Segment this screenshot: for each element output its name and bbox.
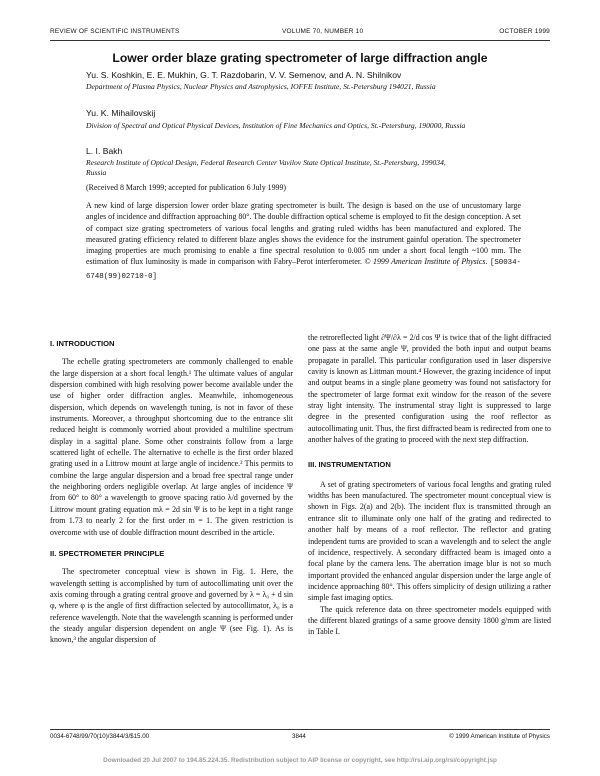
page-footer — [50, 733, 550, 743]
affiliation-1: Department of Plasma Physics, Nuclear Physics and Astrophysics, IOFFE Institute, St.-Petersburg 194021, Russia — [86, 82, 436, 91]
principle-continuation-paragraph: the retroreflected light ∂Ψ/∂λ = 2/d cos Ψ is twice that of the light diffracted one pass at the same angle Ψ, provided the both input and output beams propagate in parallel. This particular configuration used in laser dispersive cavity is known as Littman mount.⁴ However, the grazing incidence of input and output beams in a single plane geometry was found not satisfactory for the spectrometer of large format exit window for the reason of the severe stray light intensity. The instrumental stray light is suppressed to large degree in the presented configuration using the roof reflector as autocollimating unit. Thus, the first diffracted beam is redirected from one to another halves of the grating to proceed with the next step diffraction. — [308, 333, 551, 445]
section-heading-principle: II. SPECTROMETER PRINCIPLE — [50, 548, 165, 558]
running-header — [50, 28, 550, 40]
received-dates: (Received 8 March 1999; accepted for publication 6 July 1999) — [86, 183, 287, 192]
page-number: 3844 — [292, 733, 306, 740]
abstract — [86, 200, 521, 283]
left-column — [50, 338, 293, 646]
authors-group-1: Yu. S. Koshkin, E. E. Mukhin, G. T. Razdobarin, V. V. Semenov, and A. N. Shilnikov — [86, 70, 402, 80]
affiliation-2: Division of Spectral and Optical Physical Devices, Institution of Fine Mechanics and Optics, St.-Petersburg, 190000, Russia — [86, 121, 466, 130]
introduction-paragraph: The echelle grating spectrometers are commonly challenged to enable the large dispersion at a short focal length.¹ The ultimate values of angular dispersion combined with high resolving power become available under the use of higher order diffraction angles. Meanwhile, inhomogeneous dispersion, which depends on wavelength tuning, is not in favor of these instruments. Moreover, a throughput shortcoming due to the entrance slit reduced height is commonly worried about provided a multiline spectrum display in a sagittal plane. Some other constraints follow from a large scattered light of echelle. The alternative to echelle is the first order blazed grating used in a Littrow mount at large angle of incidence.² This permits to combine the large angular dispersion and a broad free spectral range under the neighboring orders negligible overlap. At large angles of incidence Ψ from 60° to 80° a wavelength to groove spacing ratio λ/d governed by the Littrow mount grating equation mλ = 2d sin Ψ is to be kept in a tight range from 1.73 to nearly 2 for the first order m = 1. The given restriction is overcome with use of double diffraction mount described in the article. — [50, 357, 293, 537]
issue-date: OCTOBER 1999 — [499, 28, 550, 35]
principle-paragraph: The spectrometer conceptual view is shown in Fig. 1. Here, the wavelength setting is accomplished by turn of autocollimating unit over the axis coming through a grating central groove and governed by λ = λ₀ + d sin φ, where φ is the angle of first diffraction selected by autocollimator, λ₀ is a reference wavelength. Note that the wavelength scanning is performed under the steady angular dispersion dependent on angle Ψ (see Fig. 1). As is known,³ the angular dispersion of — [50, 567, 293, 645]
footer-code: 0034-6748/99/70(10)/3844/3/$15.00 — [50, 733, 150, 740]
header-rule — [50, 40, 550, 41]
paper-title: Lower order blaze grating spectrometer of large diffraction angle — [112, 51, 488, 65]
instrumentation-paragraph-1: A set of grating spectrometers of various focal lengths and grating ruled widths has been manufactured. The spectrometer mount conceptual view is shown in Figs. 2(a) and 2(b). The incident flux is transmitted through an entrance slit to illuminate only one half of the grating and redirected to another half by means of a roof reflector. The reflector and grating independent turns are provided to scan a wavelength and to select the angle of incidence, respectively. A secondary diffracted beam is imaged onto a focal plane by the camera lens. The aberration image blur is not so much important provided the enhanced angular dispersion under the large angle of incidence approaching 80°. This offers simplicity of design utilizing a rather simple fast imaging optics. — [308, 479, 551, 603]
right-column — [308, 332, 551, 638]
section-heading-instrumentation: III. INSTRUMENTATION — [308, 460, 391, 470]
affiliation-3: Research Institute of Optical Design, Federal Research Center Vavilov State Optical Institute, St.-Petersburg, 199034, Russia — [86, 158, 446, 177]
abstract-copyright: © 1999 American Institute of Physics. — [364, 257, 488, 267]
volume-number: VOLUME 70, NUMBER 10 — [282, 28, 364, 35]
footer-rule — [50, 729, 550, 730]
section-heading-introduction: I. INTRODUCTION — [50, 339, 115, 348]
journal-name: REVIEW OF SCIENTIFIC INSTRUMENTS — [50, 28, 180, 35]
footer-copyright: © 1999 American Institute of Physics — [449, 733, 550, 740]
abstract-text: A new kind of large dispersion lower order blaze grating spectrometer is built. The design is based on the use of uncustomary large angles of incidence and diffraction approaching 80°. The double diffraction optical scheme is employed to fit the design conception. A set of compact size grating spectrometers of various focal lengths and grating ruled widths has been manufactured and explored. The measured grating efficiency related to different blaze angles shows the evidence for the instrument gainful operation. The spectrometer imaging properties are much promising to enable a fine spectral resolution to 0.005 nm under a short focal length ~100 mm. The estimation of flux luminosity is made in comparison with Fabry–Perot interferometer. — [86, 201, 521, 267]
download-notice: Downloaded 20 Jul 2007 to 194.85.224.35. Redistribution subject to AIP license or copyright, see http://rsi.aip.org/rsi/copyright.jsp — [103, 757, 497, 764]
authors-group-3: L. I. Bakh — [86, 146, 123, 156]
pacs-code: [S0034-6748(99)02710-0] — [86, 259, 521, 281]
instrumentation-paragraph-2: The quick reference data on three spectrometer models equipped with the different blazed gratings of a same groove density 1800 g/mm are listed in Table I. — [308, 604, 551, 637]
authors-group-2: Yu. K. Mihailovskij — [86, 108, 156, 118]
